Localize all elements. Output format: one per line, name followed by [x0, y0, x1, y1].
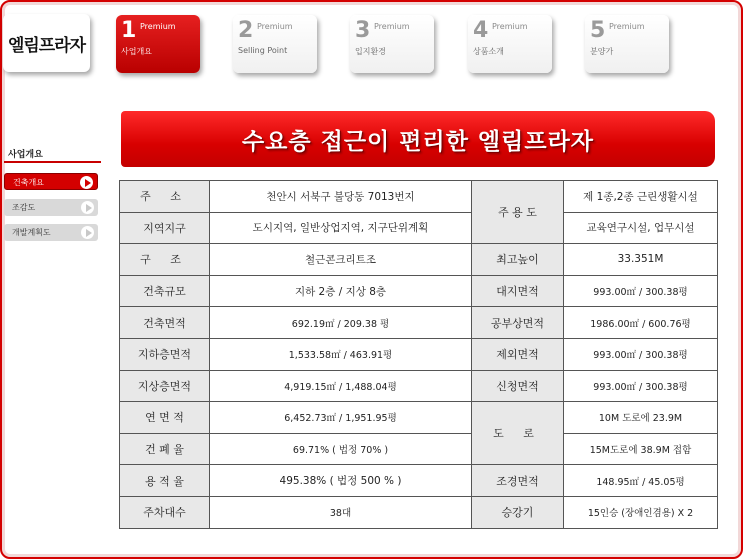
step-tag: Premium [140, 22, 176, 31]
sidebar-divider [4, 161, 101, 163]
row-header: 지역지구 [120, 212, 210, 244]
row-value: 33.351M [564, 244, 718, 276]
step-navigation [0, 15, 743, 75]
row-header: 신청면적 [472, 370, 564, 402]
step-tag: Premium [374, 22, 410, 31]
step-3-location[interactable] [350, 15, 434, 73]
table-row [120, 402, 718, 434]
table-row [120, 212, 718, 244]
row-header: 제외면적 [472, 338, 564, 370]
sidebar-item-label: 조감도 [12, 203, 36, 212]
step-4-products[interactable] [468, 15, 552, 73]
row-value: 993.00㎡ / 300.38평 [564, 275, 718, 307]
row-header: 건축면적 [120, 307, 210, 339]
step-label: Selling Point [238, 46, 288, 55]
row-value: 148.95㎡ / 45.05평 [564, 465, 718, 497]
row-value: 38대 [210, 496, 472, 528]
step-number: 3 [355, 18, 371, 43]
table-row [120, 433, 718, 465]
sidebar-item-label: 개발계획도 [12, 228, 51, 237]
step-5-price[interactable] [585, 15, 669, 73]
step-tag: Premium [492, 22, 528, 31]
table-row [120, 338, 718, 370]
row-value: 4,919.15㎡ / 1,488.04평 [210, 370, 472, 402]
page-title: 수요층 접근이 편리한 엘림프라자 [241, 128, 595, 155]
row-header: 최고높이 [472, 244, 564, 276]
row-header: 구 조 [120, 244, 210, 276]
row-value: 15M도로에 38.9M 접함 [564, 433, 718, 465]
table-row [120, 307, 718, 339]
row-value: 993.00㎡ / 300.38평 [564, 338, 718, 370]
row-header: 도 로 [472, 402, 564, 465]
table-row [120, 370, 718, 402]
row-value: 1986.00㎡ / 600.76평 [564, 307, 718, 339]
step-tag: Premium [609, 22, 645, 31]
sidebar-item-label: 건축개요 [13, 178, 44, 187]
row-value: 69.71% ( 법정 70% ) [210, 433, 472, 465]
table-row [120, 496, 718, 528]
step-1-business-overview[interactable] [116, 15, 200, 73]
step-2-selling-point[interactable] [233, 15, 317, 73]
table-row [120, 244, 718, 276]
step-label: 사업개요 [121, 47, 152, 56]
page-banner [121, 111, 715, 167]
row-value: 1,533.58㎡ / 463.91평 [210, 338, 472, 370]
step-label: 상품소개 [473, 47, 504, 56]
step-number: 2 [238, 18, 254, 43]
row-value: 지하 2층 / 지상 8층 [210, 275, 472, 307]
step-tag: Premium [257, 22, 293, 31]
table-row [120, 181, 718, 213]
row-header: 공부상면적 [472, 307, 564, 339]
row-header: 주 소 [120, 181, 210, 213]
row-header: 대지면적 [472, 275, 564, 307]
step-number: 1 [121, 18, 137, 43]
row-value: 철근콘크리트조 [210, 244, 472, 276]
arrow-right-icon [81, 201, 94, 214]
step-label: 분양가 [590, 47, 614, 56]
row-header: 조경면적 [472, 465, 564, 497]
arrow-right-icon [81, 226, 94, 239]
row-header: 주 용 도 [472, 181, 564, 244]
row-value: 제 1종,2종 근린생활시설 [564, 181, 718, 213]
row-value: 천안시 서북구 불당동 7013번지 [210, 181, 472, 213]
row-header: 용 적 율 [120, 465, 210, 497]
sidebar-item-building-overview[interactable] [4, 173, 98, 190]
row-value: 교육연구시설, 업무시설 [564, 212, 718, 244]
arrow-right-icon [80, 176, 93, 189]
sidebar-title: 사업개요 [8, 150, 43, 160]
row-header: 승강기 [472, 496, 564, 528]
step-number: 5 [590, 18, 606, 43]
row-value: 10M 도로에 23.9M [564, 402, 718, 434]
row-value: 692.19㎡ / 209.38 평 [210, 307, 472, 339]
row-value: 495.38% ( 법정 500 % ) [210, 465, 472, 497]
row-value: 도시지역, 일반상업지역, 지구단위계획 [210, 212, 472, 244]
row-header: 지상층면적 [120, 370, 210, 402]
row-header: 지하층면적 [120, 338, 210, 370]
row-header: 건축규모 [120, 275, 210, 307]
row-value: 15인승 (장애인겸용) X 2 [564, 496, 718, 528]
step-number: 4 [473, 18, 489, 43]
row-value: 6,452.73㎡ / 1,951.95평 [210, 402, 472, 434]
sidebar-item-development-plan[interactable] [4, 224, 98, 241]
sidebar-item-bird-view[interactable] [4, 199, 98, 216]
building-spec-table [119, 180, 718, 529]
row-header: 주차대수 [120, 496, 210, 528]
table-row [120, 275, 718, 307]
row-header: 연 면 적 [120, 402, 210, 434]
row-header: 건 폐 율 [120, 433, 210, 465]
logo-text: 엘림프라자 [7, 35, 86, 56]
row-value: 993.00㎡ / 300.38평 [564, 370, 718, 402]
step-label: 입지환경 [355, 47, 386, 56]
table-row [120, 465, 718, 497]
